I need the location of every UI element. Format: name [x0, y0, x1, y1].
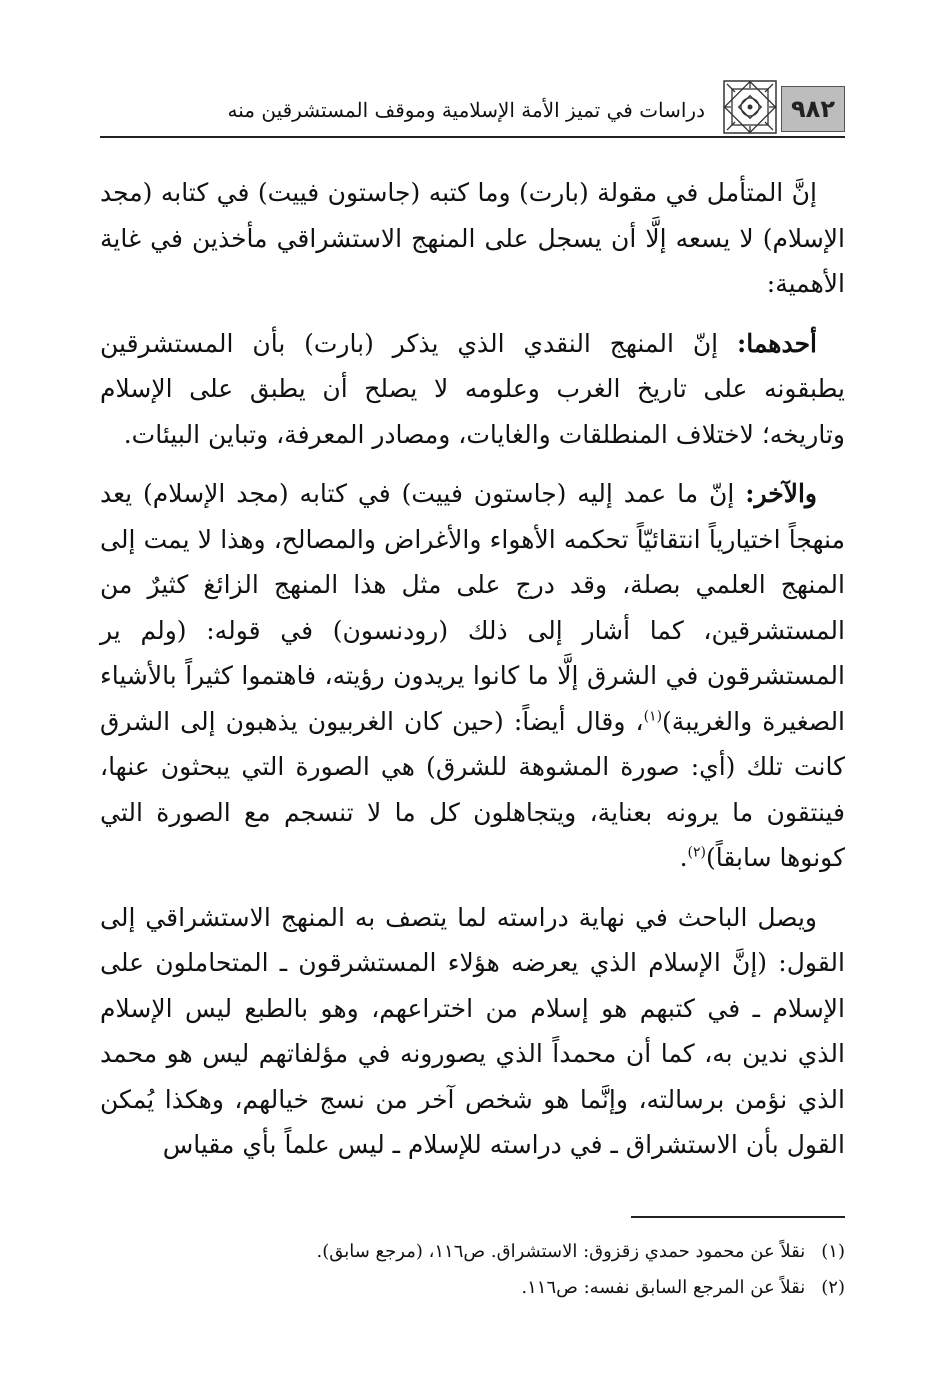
paragraph-4-text: ويصل الباحث في نهاية دراسته لما يتصف به المنهج الاستشراقي إلى القول: (إنَّ الإسلام الذي يعرضه هؤلاء المستشرقون ـ المتحاملون على الإسلام ـ في كتبهم هو إسلام من اختراعهم، وهو بالطبع ليس الإسلام الذي ندين به، كما أن محمداً الذي يصورونه في مؤلفاتهم ليس هو محمد الذي نؤمن برسالته، وإنَّما هو شخص آخر من نسج خيالهم، وهكذا يُمكن القول بأن الاستشراق ـ في دراسته للإسلام ـ ليس علماً بأي مقياس — [100, 902, 845, 1159]
footnotes — [100, 1234, 845, 1306]
paragraph-4 — [100, 895, 845, 1168]
footnote-1-mark: (١) — [821, 1241, 845, 1262]
main-text — [100, 170, 845, 1182]
paragraph-1-text: إنَّ المتأمل في مقولة (بارت) وما كتبه (جاستون فييت) في كتابه (مجد الإسلام) لا يسعه إلَّا أن يسجل على المنهج الاستشراقي مأخذين في غاية الأهمية: — [100, 178, 845, 298]
footnote-1 — [100, 1234, 845, 1270]
paragraph-1 — [100, 170, 845, 307]
paragraph-3-end: . — [679, 843, 688, 872]
footnote-2-mark: (٢) — [821, 1277, 845, 1298]
footnote-ref-2: (٢) — [687, 844, 707, 861]
footnote-ref-1: (١) — [643, 708, 663, 725]
footnote-2 — [100, 1270, 845, 1306]
page-number: ٩٨٢ — [781, 86, 845, 132]
footnote-1-text: نقلاً عن محمود حمدي زقزوق: الاستشراق. ص١١٦، (مرجع سابق). — [316, 1241, 806, 1262]
paragraph-3-lead: والآخر: — [745, 479, 817, 508]
paragraph-3-text-a: إنّ ما عمد إليه (جاستون فييت) في كتابه (مجد الإسلام) يعد منهجاً اختيارياً انتقائيّاً تحكمه الأهواء والأغراض والمصالح، وهذا لا يمت إلى المنهج العلمي بصلة، وقد درج على مثل هذا المنهج الزائغ كثيرٌ من المستشرقين، كما أشار إلى ذلك (رودنسون) في قوله: (ولم ير المستشرقون في الشرق إلَّا ما كانوا يريدون رؤيته، فاهتموا كثيراً بالأشياء الصغيرة والغريبة) — [100, 479, 846, 736]
paragraph-2 — [100, 321, 845, 458]
islamic-geometric-ornament-icon — [723, 80, 777, 134]
paragraph-3-text-b: ، وقال أيضاً: (حين كان الغربيون يذهبون إلى الشرق كانت تلك (أي: صورة المشوهة للشرق) هي الصورة التي يبحثون عنها، فينتقون ما يرونه بعناية، ويتجاهلون كل ما لا تنسجم مع الصورة التي كونوها سابقاً) — [100, 706, 845, 872]
footnote-divider — [631, 1216, 845, 1218]
running-title: دراسات في تميز الأمة الإسلامية وموقف المستشرقين منه — [227, 98, 705, 122]
paragraph-2-text: إنّ المنهج النقدي الذي يذكر (بارت) بأن المستشرقين يطبقونه على تاريخ الغرب وعلومه لا يصلح أن يطبق على الإسلام وتاريخه؛ لاختلاف المنطلقات والغايات، ومصادر المعرفة، وتباين البيئات. — [100, 328, 845, 449]
paragraph-3 — [100, 471, 845, 881]
running-header — [100, 80, 845, 140]
header-divider — [100, 136, 845, 138]
footnote-2-text: نقلاً عن المرجع السابق نفسه: ص١١٦. — [521, 1277, 806, 1298]
paragraph-2-lead: أحدهما: — [736, 328, 817, 358]
